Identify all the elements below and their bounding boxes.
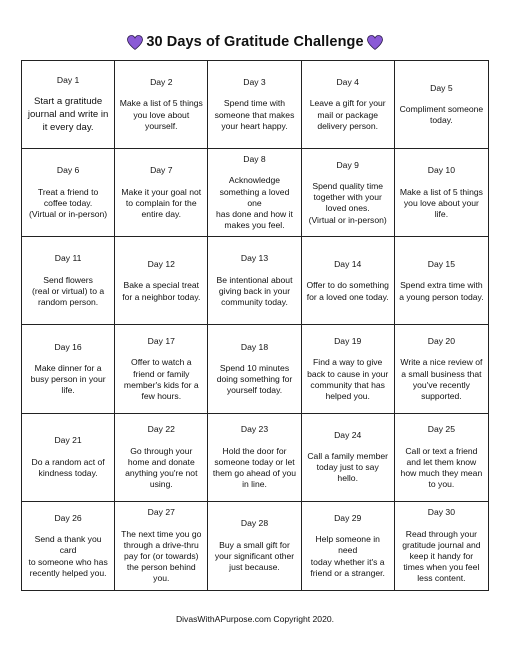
day-label: Day 25 (427, 424, 455, 435)
day-cell (395, 237, 488, 325)
day-cell (115, 325, 208, 413)
day-label: Day 23 (240, 424, 269, 435)
day-task: Spend extra time with a young person today. (399, 280, 484, 302)
day-label: Day 8 (243, 154, 266, 165)
day-label: Day 15 (427, 259, 455, 270)
day-task: The next time you go through a drive-thru pay for (or towards) the person behind you. (121, 528, 202, 584)
challenge-grid (21, 60, 489, 591)
day-cell (208, 149, 301, 237)
day-cell (22, 237, 115, 325)
day-task: Hold the door for someone today or let them go ahead of you in line. (212, 445, 297, 490)
day-task: Send flowers (real or virtual) to a random person. (32, 274, 105, 308)
day-task: Start a gratitude journal and write in it every day. (27, 96, 109, 133)
day-label: Day 1 (56, 74, 80, 85)
day-cell (395, 502, 488, 590)
day-label: Day 4 (336, 77, 359, 88)
day-label: Day 21 (54, 435, 82, 446)
day-label: Day 12 (147, 259, 175, 270)
day-cell (115, 414, 208, 502)
day-cell (208, 414, 301, 502)
day-task: Send a thank you card to someone who has recently helped you. (28, 534, 108, 578)
day-cell (395, 414, 488, 502)
day-cell (302, 237, 395, 325)
heart-icon (367, 35, 383, 50)
day-task: Call or text a friend and let them know how much they mean to you. (400, 445, 483, 490)
day-task: Spend 10 minutes doing something for yourself today. (216, 362, 293, 396)
day-cell (302, 325, 395, 413)
day-task: Help someone in need today whether it's a friend or a stranger. (310, 534, 385, 578)
day-task: Buy a small gift for your significant other just because. (214, 539, 295, 573)
day-label: Day 16 (54, 341, 82, 352)
day-cell (302, 502, 395, 590)
day-label: Day 13 (240, 253, 269, 264)
day-task: Offer to do something for a loved one today. (306, 280, 389, 302)
day-label: Day 7 (150, 165, 173, 176)
day-cell (22, 502, 115, 590)
day-label: Day 20 (427, 336, 455, 347)
day-task: Do a random act of kindness today. (31, 456, 105, 478)
day-cell (22, 61, 115, 149)
day-label: Day 6 (56, 165, 80, 176)
day-cell (22, 414, 115, 502)
day-cell (302, 61, 395, 149)
day-label: Day 17 (147, 336, 175, 347)
day-label: Day 26 (54, 512, 82, 523)
day-label: Day 3 (243, 77, 266, 88)
day-cell (395, 149, 488, 237)
day-cell (208, 502, 301, 590)
day-label: Day 24 (334, 429, 362, 440)
day-cell (22, 149, 115, 237)
heart-icon (127, 35, 143, 50)
day-task: Make a list of 5 things you love about yourself. (119, 98, 203, 131)
day-label: Day 11 (54, 253, 82, 264)
day-cell (22, 325, 115, 413)
day-label: Day 14 (334, 259, 362, 270)
day-cell (302, 149, 395, 237)
page-title: 30 Days of Gratitude Challenge (146, 34, 364, 50)
day-cell (208, 61, 301, 149)
day-label: Day 5 (430, 82, 453, 93)
day-cell (115, 149, 208, 237)
day-task: Spend time with someone that makes your heart happy. (214, 98, 295, 131)
day-label: Day 30 (427, 507, 455, 518)
day-label: Day 2 (150, 77, 173, 88)
day-task: Offer to watch a friend or family member's kids for a few hours. (123, 357, 199, 401)
day-label: Day 22 (147, 424, 175, 435)
day-label: Day 19 (334, 336, 362, 347)
day-cell (115, 502, 208, 590)
day-task: Acknowledge something a loved one has done and how it makes you feel. (216, 175, 293, 231)
day-label: Day 29 (334, 512, 362, 523)
day-task: Leave a gift for your mail or package delivery person. (309, 98, 386, 131)
day-cell (115, 237, 208, 325)
day-cell (302, 414, 395, 502)
day-label: Day 27 (147, 507, 175, 518)
day-label: Day 28 (240, 518, 269, 529)
day-task: Be intentional about giving back in your community today. (216, 274, 293, 308)
day-task: Bake a special treat for a neighbor today. (122, 280, 201, 302)
day-task: Make dinner for a busy person in your life. (30, 362, 106, 396)
title-row (0, 31, 510, 53)
day-cell (208, 237, 301, 325)
day-task: Make it your goal not to complain for the entire day. (121, 186, 202, 219)
day-label: Day 10 (427, 165, 455, 176)
day-task: Find a way to give back to cause in your community that has helped you. (307, 357, 389, 401)
day-task: Spend quality time together with your loved ones. (Virtual or in-person) (308, 181, 387, 225)
day-task: Compliment someone today. (399, 104, 484, 126)
day-task: Make a list of 5 things you love about your life. (399, 186, 483, 219)
day-cell (115, 61, 208, 149)
copyright-footer: DivasWithAPurpose.com Copyright 2020. (175, 614, 335, 624)
day-label: Day 9 (336, 159, 359, 170)
day-cell (395, 325, 488, 413)
day-cell (208, 325, 301, 413)
day-task: Read through your gratitude journal and keep it handy for times when you feel less content. (402, 528, 481, 584)
day-label: Day 18 (240, 341, 269, 352)
day-cell (395, 61, 488, 149)
day-task: Treat a friend to coffee today. (Virtual or in-person) (29, 186, 108, 219)
day-task: Go through your home and donate anything you're not using. (125, 445, 198, 490)
day-task: Call a family member today just to say hello. (307, 451, 389, 484)
day-task: Write a nice review of a small business that you've recently supported. (400, 357, 483, 401)
